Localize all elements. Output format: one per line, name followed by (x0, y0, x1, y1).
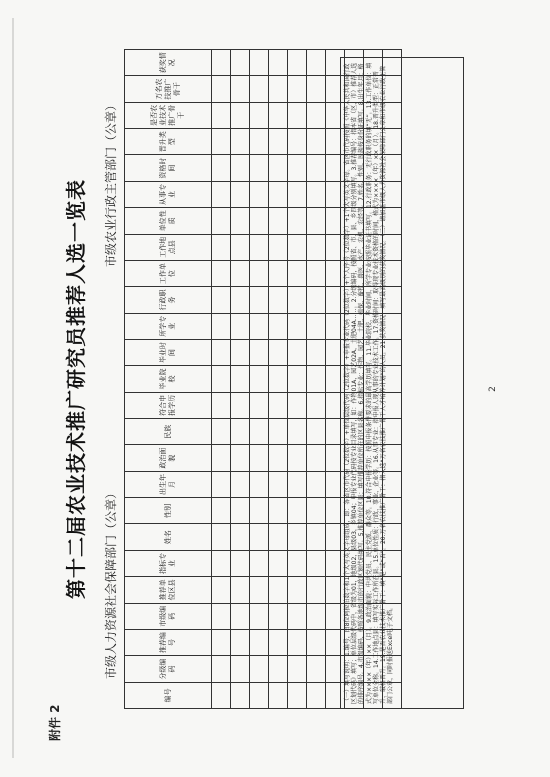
table-cell (307, 313, 326, 339)
table-cell (212, 339, 231, 365)
table-cell (307, 471, 326, 497)
table-cell (269, 207, 288, 233)
table-cell (231, 550, 250, 576)
table-cell (307, 181, 326, 207)
table-cell (307, 682, 326, 708)
table-cell (231, 471, 250, 497)
table-cell (307, 497, 326, 523)
table-cell (231, 102, 250, 128)
table-cell (250, 550, 269, 576)
table-cell (269, 49, 288, 75)
table-row (307, 49, 326, 708)
table-cell (307, 523, 326, 549)
table-cell (307, 444, 326, 470)
table-cell (307, 603, 326, 629)
table-cell (212, 444, 231, 470)
table-cell (269, 629, 288, 655)
table-cell (212, 49, 231, 75)
table-cell (231, 682, 250, 708)
table-cell (250, 234, 269, 260)
table-cell (307, 576, 326, 602)
table-cell (212, 313, 231, 339)
table-cell (250, 128, 269, 154)
column-header: 资格时间 (125, 154, 212, 180)
table-cell (250, 629, 269, 655)
table-cell (250, 286, 269, 312)
table-cell (269, 418, 288, 444)
table-cell (307, 49, 326, 75)
column-header: 民族 (125, 418, 212, 444)
attachment-label: 附件 2 (48, 703, 62, 741)
table-cell (269, 444, 288, 470)
table-cell (269, 260, 288, 286)
filling-instructions: （一）填写说明：1.编号，由8位阿拉伯数字和1个大写英文字母组成，即：各省区市代码（2位数字）+单位层级代码（2位数字）+申报专业代码（2位数字）+个人序号（2位数字）+1个大写英文字母。省区市代码按照《中华人民共和国行政区划代码》填写；单位层级代码中，省级为01，地级02，县级03，乡镇04；申报专业代码按专业目录填写，如：作物01A，园艺02A，土肥04A……。2.分级编码，按照省、市、县、乡四级分别填写。3.推荐编号：指本省（区、市）推荐人选的排序编号。4.市级编码，按照各地级市的行政区划代码填写。5.推荐单位区县：填写推荐单位所在的区县名称。6.指标专业：作物、园艺、土肥、植保、畜牧、兽医、水产、农机、农经等。7.姓名、性别、民族按身份证填写。8.出生年月：格式为××××（年）××（月）。9.政治面貌：中共党员、民主党派、群众等。10.符合申报学历：按照申报条件要求的最高学历填写。11.毕业院校、毕业时间、所学专业按照毕业证书填写。12.行政职务：无行政职务的填“无”。13.工作单位：填写单位全称。14.工作地点县：填写实际工作所在县。15.单位性质：行政、事业、企业等。16.从事专业：指申报人现从事的专业技术工作。17.资格时间：取得现专业技术资格的时间，格式为××××（年）××（月）。18.晋升类型：正常晋升、破格晋升。19.是否农业技术推广骨干：填“是”或“否”。20.万名农技推广骨干：指入选“万名农技推广骨干人才培养计划”的人员。21.获奖情况：填写最高级别的获奖情况。（二）请加盖市级人力资源社会保障部门公章和市级农业行政主管部门公章，同时报送Excel电子文档。 (340, 57, 464, 709)
table-cell (250, 576, 269, 602)
table-cell (231, 286, 250, 312)
table-cell (269, 128, 288, 154)
table-row (288, 49, 307, 708)
column-header: 获奖情况 (125, 49, 212, 75)
table-cell (212, 154, 231, 180)
column-header: 推荐单位区县 (125, 576, 212, 602)
table-cell (288, 682, 307, 708)
column-header: 指标专业 (125, 550, 212, 576)
table-cell (269, 365, 288, 391)
table-cell (250, 497, 269, 523)
column-header: 工作地点县 (125, 234, 212, 260)
table-cell (269, 682, 288, 708)
table-cell (288, 234, 307, 260)
table-cell (212, 550, 231, 576)
table-cell (212, 260, 231, 286)
table-cell (231, 181, 250, 207)
table-cell (269, 392, 288, 418)
table-cell (231, 603, 250, 629)
table-row (212, 49, 231, 708)
table-cell (288, 365, 307, 391)
table-cell (250, 682, 269, 708)
column-header: 分级编码 (125, 655, 212, 681)
table-cell (288, 550, 307, 576)
table-cell (250, 418, 269, 444)
table-cell (288, 392, 307, 418)
table-row (231, 49, 250, 708)
column-header: 毕业院校 (125, 365, 212, 391)
table-cell (231, 392, 250, 418)
table-cell (288, 154, 307, 180)
column-header: 所学专业 (125, 313, 212, 339)
table-cell (212, 523, 231, 549)
table-cell (212, 234, 231, 260)
table-cell (288, 497, 307, 523)
table-cell (288, 207, 307, 233)
column-header: 行政职务 (125, 286, 212, 312)
table-cell (269, 154, 288, 180)
table-cell (231, 576, 250, 602)
table-cell (288, 603, 307, 629)
table-cell (307, 102, 326, 128)
column-header: 政治面貌 (125, 444, 212, 470)
table-cell (269, 550, 288, 576)
table-cell (231, 128, 250, 154)
table-cell (269, 603, 288, 629)
table-cell (269, 655, 288, 681)
table-cell (288, 313, 307, 339)
table-cell (288, 128, 307, 154)
table-cell (212, 682, 231, 708)
table-cell (269, 471, 288, 497)
table-row (250, 49, 269, 708)
table-cell (212, 603, 231, 629)
table-cell (250, 75, 269, 101)
table-cell (212, 128, 231, 154)
hr-department-seal-line: 市级人力资源社会保障部门（公章） (104, 486, 118, 679)
table-cell (231, 234, 250, 260)
table-cell (250, 655, 269, 681)
table-cell (250, 471, 269, 497)
table-cell (307, 207, 326, 233)
table-cell (212, 102, 231, 128)
table-cell (269, 181, 288, 207)
column-header: 万名农技推广骨干 (125, 75, 212, 101)
table-cell (212, 471, 231, 497)
column-header: 从事专业 (125, 181, 212, 207)
table-cell (307, 75, 326, 101)
table-cell (250, 339, 269, 365)
agriculture-department-seal-line: 市级农业行政主管部门（公章） (104, 98, 118, 267)
table-cell (231, 444, 250, 470)
table-cell (231, 75, 250, 101)
table-cell (212, 75, 231, 101)
table-cell (250, 207, 269, 233)
table-cell (231, 339, 250, 365)
table-cell (250, 392, 269, 418)
table-cell (212, 207, 231, 233)
table-cell (231, 497, 250, 523)
table-cell (212, 365, 231, 391)
table-cell (212, 576, 231, 602)
table-cell (250, 154, 269, 180)
table-cell (288, 286, 307, 312)
table-cell (307, 234, 326, 260)
table-cell (250, 444, 269, 470)
column-header: 符合申报学历 (125, 392, 212, 418)
rotated-sheet (40, 29, 510, 749)
table-cell (307, 286, 326, 312)
column-header: 推荐编号 (125, 629, 212, 655)
column-header: 工作单位 (125, 260, 212, 286)
column-header: 晋升类型 (125, 128, 212, 154)
table-cell (250, 181, 269, 207)
table-cell (288, 339, 307, 365)
column-header: 是否农业技术推广骨干 (125, 102, 212, 128)
table-cell (212, 655, 231, 681)
table-cell (250, 365, 269, 391)
table-cell (269, 497, 288, 523)
table-cell (231, 313, 250, 339)
table-cell (288, 418, 307, 444)
page-number: 2 (488, 385, 498, 392)
table-cell (250, 313, 269, 339)
table-cell (269, 102, 288, 128)
table-cell (269, 75, 288, 101)
table-cell (269, 576, 288, 602)
table-cell (288, 102, 307, 128)
table-cell (231, 260, 250, 286)
table-cell (288, 260, 307, 286)
table-row (269, 49, 288, 708)
table-cell (288, 181, 307, 207)
table-cell (288, 471, 307, 497)
table-cell (269, 313, 288, 339)
table-cell (269, 523, 288, 549)
table-cell (231, 154, 250, 180)
table-cell (250, 260, 269, 286)
table-cell (250, 102, 269, 128)
table-cell (307, 655, 326, 681)
table-cell (307, 339, 326, 365)
column-header: 毕业时间 (125, 339, 212, 365)
column-header: 编号 (125, 682, 212, 708)
table-cell (288, 49, 307, 75)
table-cell (307, 154, 326, 180)
table-cell (288, 576, 307, 602)
table-header-row (125, 49, 212, 708)
column-header: 市级编码 (125, 603, 212, 629)
table-cell (250, 49, 269, 75)
table-cell (288, 629, 307, 655)
table-cell (288, 523, 307, 549)
column-header: 出生年月 (125, 471, 212, 497)
column-header: 性别 (125, 497, 212, 523)
table-cell (269, 234, 288, 260)
table-cell (231, 49, 250, 75)
table-cell (231, 523, 250, 549)
table-cell (212, 286, 231, 312)
table-cell (212, 181, 231, 207)
table-cell (307, 365, 326, 391)
table-cell (307, 128, 326, 154)
table-cell (212, 418, 231, 444)
table-cell (307, 550, 326, 576)
table-cell (231, 629, 250, 655)
table-cell (250, 603, 269, 629)
table-cell (212, 392, 231, 418)
table-cell (269, 339, 288, 365)
table-cell (231, 418, 250, 444)
table-cell (288, 75, 307, 101)
table-cell (307, 418, 326, 444)
table-cell (212, 497, 231, 523)
table-cell (231, 365, 250, 391)
column-header: 单位性质 (125, 207, 212, 233)
table-cell (288, 655, 307, 681)
table-cell (212, 629, 231, 655)
table-cell (307, 629, 326, 655)
column-header: 姓名 (125, 523, 212, 549)
table-cell (307, 392, 326, 418)
table-cell (231, 655, 250, 681)
table-cell (288, 444, 307, 470)
document-title: 第十二届农业技术推广研究员推荐人选一览表 (64, 178, 88, 599)
table-cell (269, 286, 288, 312)
table-cell (250, 523, 269, 549)
table-cell (231, 207, 250, 233)
table-cell (307, 260, 326, 286)
